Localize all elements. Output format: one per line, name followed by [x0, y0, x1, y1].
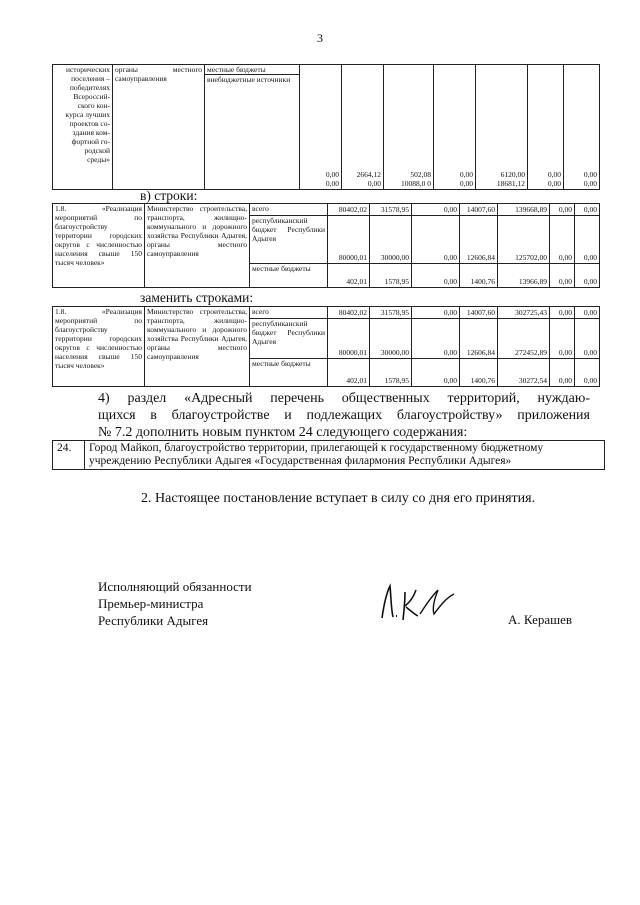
top-value-cell: 0,00 0,00: [528, 65, 564, 190]
new-value: 1400,76: [460, 359, 498, 387]
old-value: 12606,84: [460, 216, 498, 264]
signature-position-line: Республики Адыгея: [98, 613, 209, 628]
top-col1-line: Всероссий-: [73, 92, 110, 101]
top-col1-line: среды»: [87, 155, 110, 164]
handwritten-signature: [378, 580, 458, 630]
new-value: 272452,89: [498, 319, 550, 359]
old-source-local: местные бюджеты: [250, 264, 328, 288]
top-col1-line: исторических: [65, 65, 110, 74]
old-value: 0,00: [550, 264, 575, 288]
old-source-republic: республиканский бюджет Республики Адыгея: [250, 216, 328, 264]
paragraph-4-line: № 7.2 дополнить новым пунктом 24 следующего содержания:: [98, 425, 468, 440]
table-top: [52, 64, 600, 190]
signature-position-line: Исполняющий обязанности: [98, 579, 252, 594]
top-col1-line: фортной го-: [71, 137, 110, 146]
new-measure-name: 1.8. «Реализация мероприятий по благоустройству территории городских округов с численностью населения свыше 150 тысяч человек»: [53, 307, 145, 387]
top-executor: органы местного самоуправления: [113, 65, 205, 190]
new-value: 80000,01: [328, 319, 370, 359]
old-value: 1578,95: [370, 264, 412, 288]
new-value: 14007,60: [460, 307, 498, 319]
new-value: 0,00: [412, 319, 460, 359]
old-value: 80402,02: [328, 204, 370, 216]
new-value: 30272,54: [498, 359, 550, 387]
paragraph-4-line: 4) раздел «Адресный перечень общественных территорий, нуждаю-: [98, 391, 590, 406]
page-number: 3: [317, 31, 323, 45]
old-value: 80000,01: [328, 216, 370, 264]
old-value: 0,00: [412, 216, 460, 264]
old-measure-name: 1.8. «Реализация мероприятий по благоустройству территории городских округов с численностью населения свыше 150 тысяч человек»: [53, 204, 145, 288]
new-executor: Министерство строительства, транспорта, жилищно-коммунального и дорожного хозяйства Республики Адыгея, органы местного самоуправления: [145, 307, 250, 387]
item-24-number: 24.: [53, 441, 85, 470]
label-rows: в) строки:: [140, 188, 198, 203]
new-value: 0,00: [550, 319, 575, 359]
old-value: 0,00: [575, 264, 600, 288]
old-value: 0,00: [550, 216, 575, 264]
top-value-cell: 6120,00 18681,12: [476, 65, 528, 190]
top-col1-cell: [53, 65, 113, 190]
new-value: 12606,84: [460, 319, 498, 359]
paragraph-2: 2. Настоящее постановление вступает в силу со дня его принятия.: [141, 491, 536, 506]
old-value: 31578,95: [370, 204, 412, 216]
item-24-text: Город Майкоп, благоустройство территории, прилегающей к государственному бюджетному учреждению Республики Адыгея «Государственная филармония Республики Адыгея»: [85, 441, 605, 470]
old-value: 125702,00: [498, 216, 550, 264]
top-value-cell: 0,00 0,00: [434, 65, 476, 190]
paragraph-4-line: щихся в благоустройстве и подлежащих благоустройству» приложения: [98, 408, 590, 423]
top-col1-line: родской: [84, 146, 110, 155]
new-value: 302725,43: [498, 307, 550, 319]
signature-position-line: Премьер-министра: [98, 596, 204, 611]
signature-block: [98, 578, 252, 629]
old-value: 30000,00: [370, 216, 412, 264]
old-value: 0,00: [550, 204, 575, 216]
new-value: 0,00: [575, 359, 600, 387]
top-col1-line: поселения –: [71, 74, 110, 83]
top-col1-line: курса лучших: [65, 110, 110, 119]
new-value: 0,00: [412, 307, 460, 319]
new-value: 31578,95: [370, 307, 412, 319]
top-col1-line: здания ком-: [72, 128, 110, 137]
top-value-cell: 502,08 10088,0 0: [384, 65, 434, 190]
new-value: 30000,00: [370, 319, 412, 359]
old-value: 13966,89: [498, 264, 550, 288]
old-source-total: всего: [250, 204, 328, 216]
table-old-rows: [52, 203, 600, 288]
top-col1-line: ского кон-: [77, 101, 110, 110]
top-sources: [205, 65, 300, 190]
old-value: 0,00: [575, 216, 600, 264]
new-value: 1578,95: [370, 359, 412, 387]
signatory-name: А. Керашев: [508, 612, 573, 627]
top-col1-line: победителях: [69, 83, 110, 92]
top-value-cell: 2664,12 0,00: [342, 65, 384, 190]
old-value: 402,01: [328, 264, 370, 288]
paragraph-4: [98, 390, 590, 441]
old-value: 0,00: [575, 204, 600, 216]
top-source-extra: внебюджетные источники: [207, 75, 291, 84]
new-value: 0,00: [550, 307, 575, 319]
label-replace: заменить строками:: [140, 290, 254, 305]
old-value: 1400,76: [460, 264, 498, 288]
new-value: 80402,02: [328, 307, 370, 319]
old-value: 0,00: [412, 264, 460, 288]
new-value: 0,00: [412, 359, 460, 387]
new-source-republic: республиканский бюджет Республики Адыгея: [250, 319, 328, 359]
table-item-24: [52, 440, 605, 470]
old-value: 0,00: [412, 204, 460, 216]
top-col1-line: проектов со-: [69, 119, 110, 128]
new-source-local: местные бюджеты: [250, 359, 328, 387]
top-source-local: местные бюджеты: [205, 65, 299, 75]
new-value: 0,00: [575, 307, 600, 319]
new-value: 0,00: [575, 319, 600, 359]
new-value: 402,01: [328, 359, 370, 387]
top-value-cell: 0,00 0,00: [564, 65, 600, 190]
old-value: 14007,60: [460, 204, 498, 216]
new-source-total: всего: [250, 307, 328, 319]
table-new-rows: [52, 306, 600, 387]
old-value: 139668,89: [498, 204, 550, 216]
old-executor: Министерство строительства, транспорта, жилищно-коммунального и дорожного хозяйства Республики Адыгея, органы местного самоуправления: [145, 204, 250, 288]
new-value: 0,00: [550, 359, 575, 387]
top-value-cell: 0,00 0,00: [300, 65, 342, 190]
